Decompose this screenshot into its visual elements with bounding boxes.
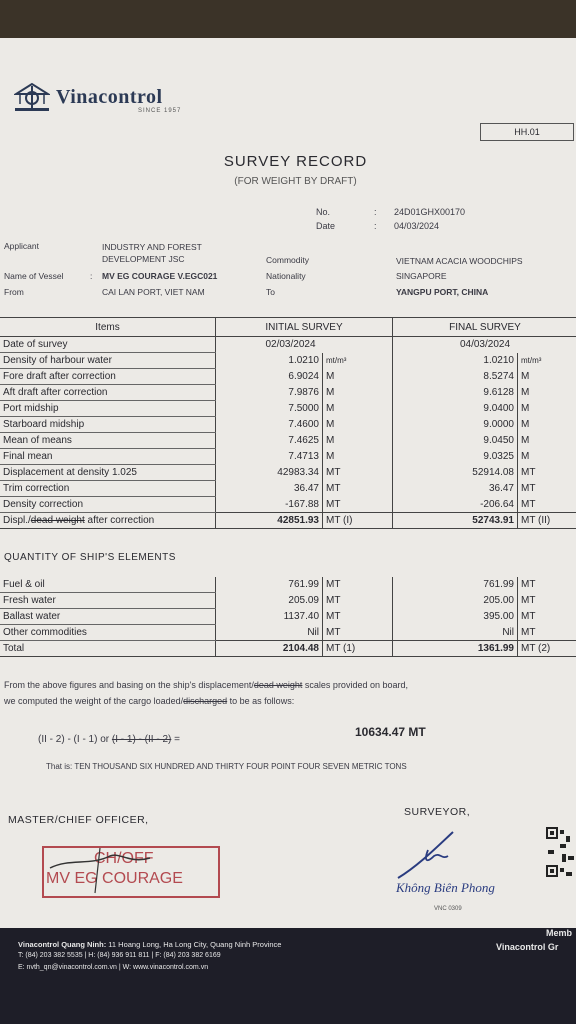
- table-row: [0, 433, 576, 449]
- elements-total-row: [0, 641, 576, 657]
- final-value: 395.00: [393, 609, 518, 625]
- final-unit: M: [518, 385, 576, 401]
- initial-unit: MT: [323, 497, 393, 513]
- formula-struck: (I - 1) - (II - 2): [111, 734, 172, 745]
- elements-title: QUANTITY OF SHIP'S ELEMENTS: [4, 552, 176, 563]
- final-unit: M: [518, 433, 576, 449]
- date-survey-row: [0, 337, 576, 353]
- text-struck: dead weight: [253, 680, 303, 690]
- table-row: [0, 369, 576, 385]
- row-label: Fuel & oil: [0, 577, 216, 593]
- company-since: SINCE 1957: [138, 108, 182, 114]
- initial-unit: MT: [323, 593, 393, 609]
- text-part: From the above figures and basing on the ship's displacement/: [4, 680, 254, 690]
- initial-unit: M: [323, 369, 393, 385]
- final-value: 9.0000: [393, 417, 518, 433]
- table-row: [0, 593, 576, 609]
- row-label: Trim correction: [0, 481, 216, 497]
- initial-value: 7.4625: [216, 433, 323, 449]
- initial-unit: M: [323, 433, 393, 449]
- final-value: 761.99: [393, 577, 518, 593]
- that-is-label: That is:: [46, 762, 73, 771]
- final-unit: MT: [518, 609, 576, 625]
- final-value: 36.47: [393, 481, 518, 497]
- footer-contacts: T: (84) 203 382 5535 | H: (84) 936 911 811 | F: (84) 203 382 6169: [18, 952, 221, 959]
- total-displacement-row: [0, 513, 576, 529]
- nationality-label: Nationality: [266, 271, 306, 281]
- final-date: 04/03/2024: [393, 337, 576, 353]
- footer-right-2: Vinacontrol Gr: [496, 942, 559, 952]
- initial-value: 1137.40: [216, 609, 323, 625]
- that-is-value: TEN THOUSAND SIX HUNDRED AND THIRTY FOUR POINT FOUR SEVEN METRIC TONS: [74, 762, 407, 771]
- final-unit: MT: [518, 465, 576, 481]
- text-part: scales provided on board,: [302, 680, 408, 690]
- paragraph-line-2: [4, 696, 294, 706]
- initial-unit: M: [323, 417, 393, 433]
- row-label: Starboard midship: [0, 417, 216, 433]
- final-value: 9.0325: [393, 449, 518, 465]
- text-struck: discharged: [183, 696, 228, 706]
- initial-value: -167.88: [216, 497, 323, 513]
- final-unit: MT (II): [518, 513, 576, 529]
- final-unit: MT (2): [518, 641, 576, 657]
- footer-web: E: nvth_qn@vinacontrol.com.vn | W: www.vinacontrol.com.vn: [18, 964, 209, 971]
- applicant-label: Applicant: [4, 241, 39, 251]
- final-unit: MT: [518, 481, 576, 497]
- final-unit: MT: [518, 625, 576, 641]
- document-title: SURVEY RECORD: [223, 153, 368, 170]
- initial-value: Nil: [216, 625, 323, 641]
- final-value: 52743.91: [393, 513, 518, 529]
- initial-value: 6.9024: [216, 369, 323, 385]
- initial-value: 761.99: [216, 577, 323, 593]
- row-label: Final mean: [0, 449, 216, 465]
- vessel-value: MV EG COURAGE V.EGC021: [102, 271, 218, 281]
- applicant-line1: INDUSTRY AND FOREST: [102, 242, 202, 252]
- header-final: FINAL SURVEY: [393, 318, 576, 337]
- surveyor-code: VNC 0309: [434, 906, 462, 912]
- initial-date: 02/03/2024: [216, 337, 393, 353]
- final-value: Nil: [393, 625, 518, 641]
- formula-part: (II - 2) - (I - 1) or: [38, 734, 112, 745]
- company-name: Vinacontrol: [56, 85, 163, 108]
- master-label: MASTER/CHIEF OFFICER,: [8, 814, 149, 826]
- footer-branch: Vinacontrol Quang Ninh:: [18, 940, 107, 949]
- initial-unit: M: [323, 401, 393, 417]
- final-value: 8.5274: [393, 369, 518, 385]
- final-unit: MT: [518, 497, 576, 513]
- footer-address-line: [18, 940, 281, 949]
- initial-value: 42851.93: [216, 513, 323, 529]
- initial-unit: mt/m³: [323, 353, 393, 369]
- elements-table: [0, 577, 576, 657]
- vessel-colon: :: [90, 271, 93, 281]
- initial-value: 205.09: [216, 593, 323, 609]
- cargo-formula: [38, 734, 180, 745]
- initial-unit: M: [323, 449, 393, 465]
- qr-code-icon: [546, 826, 576, 882]
- row-label: Aft draft after correction: [0, 385, 216, 401]
- initial-value: 7.4600: [216, 417, 323, 433]
- table-row: [0, 577, 576, 593]
- surveyor-name: Không Biên Phong: [396, 880, 495, 895]
- text-part: we computed the weight of the cargo loaded/: [4, 696, 184, 706]
- initial-unit: M: [323, 385, 393, 401]
- table-row: [0, 417, 576, 433]
- footer-right-1: Memb: [546, 928, 573, 938]
- applicant-line2: DEVELOPMENT JSC: [102, 254, 185, 264]
- final-value: 9.0400: [393, 401, 518, 417]
- initial-value: 1.0210: [216, 353, 323, 369]
- final-value: 1361.99: [393, 641, 518, 657]
- date-colon: :: [374, 221, 377, 231]
- final-unit: M: [518, 417, 576, 433]
- survey-table: [0, 317, 576, 529]
- initial-unit: MT: [323, 481, 393, 497]
- document-subtitle: (FOR WEIGHT BY DRAFT): [234, 176, 357, 187]
- initial-value: 2104.48: [216, 641, 323, 657]
- row-label: Fore draft after correction: [0, 369, 216, 385]
- table-row: [0, 385, 576, 401]
- row-label: [0, 513, 216, 529]
- surveyor-signature-icon: [378, 826, 498, 886]
- no-label: No.: [316, 207, 331, 217]
- final-unit: M: [518, 369, 576, 385]
- table-row: [0, 609, 576, 625]
- formula-part: =: [171, 734, 180, 745]
- vessel-label: Name of Vessel: [4, 271, 64, 281]
- from-label: From: [4, 287, 24, 297]
- table-row: [0, 497, 576, 513]
- final-value: 9.0450: [393, 433, 518, 449]
- initial-value: 42983.34: [216, 465, 323, 481]
- label-struck: dead weight: [30, 515, 85, 526]
- initial-unit: MT: [323, 625, 393, 641]
- paragraph-line-1: [4, 680, 408, 690]
- row-label: Mean of means: [0, 433, 216, 449]
- stamp-line-2: MV EG COURAGE: [46, 870, 183, 887]
- row-label: Displacement at density 1.025: [0, 465, 216, 481]
- final-unit: MT: [518, 577, 576, 593]
- final-unit: MT: [518, 593, 576, 609]
- final-unit: mt/m³: [518, 353, 576, 369]
- table-row: [0, 625, 576, 641]
- commodity-label: Commodity: [266, 255, 309, 265]
- no-colon: :: [374, 207, 377, 217]
- final-value: 205.00: [393, 593, 518, 609]
- commodity-value: VIETNAM ACACIA WOODCHIPS: [396, 256, 523, 266]
- no-value: 24D01GHX00170: [394, 207, 466, 217]
- initial-value: 7.9876: [216, 385, 323, 401]
- initial-value: 36.47: [216, 481, 323, 497]
- text-part: to be as follows:: [227, 696, 295, 706]
- nationality-value: SINGAPORE: [396, 271, 447, 281]
- table-row: [0, 353, 576, 369]
- label-part: after correction: [84, 515, 155, 526]
- row-label: Total: [0, 641, 216, 657]
- final-unit: M: [518, 401, 576, 417]
- final-value: 9.6128: [393, 385, 518, 401]
- cargo-weight-result: 10634.47 MT: [355, 725, 426, 739]
- surveyor-label: SURVEYOR,: [404, 806, 471, 818]
- table-row: [0, 401, 576, 417]
- officer-signature-icon: [40, 838, 160, 898]
- final-value: 52914.08: [393, 465, 518, 481]
- initial-unit: MT: [323, 465, 393, 481]
- row-label: Density of harbour water: [0, 353, 216, 369]
- initial-unit: MT (1): [323, 641, 393, 657]
- label-part: Displ./: [3, 515, 31, 526]
- footer: [0, 928, 576, 1024]
- date-label: Date: [316, 221, 336, 231]
- final-value: -206.64: [393, 497, 518, 513]
- initial-unit: MT (I): [323, 513, 393, 529]
- header-initial: INITIAL SURVEY: [216, 318, 393, 337]
- to-value: YANGPU PORT, CHINA: [396, 287, 489, 297]
- final-unit: M: [518, 449, 576, 465]
- amount-in-words: [46, 762, 407, 771]
- form-number: HH.01: [480, 123, 574, 141]
- survey-header-row: [0, 318, 576, 337]
- table-row: [0, 449, 576, 465]
- from-value: CAI LAN PORT, VIET NAM: [102, 287, 205, 297]
- initial-unit: MT: [323, 609, 393, 625]
- row-label: Density correction: [0, 497, 216, 513]
- footer-address: 11 Hoang Long, Ha Long City, Quang Ninh Province: [108, 940, 282, 949]
- table-row: [0, 465, 576, 481]
- final-value: 1.0210: [393, 353, 518, 369]
- header-items: Items: [0, 318, 216, 337]
- table-row: [0, 481, 576, 497]
- initial-unit: MT: [323, 577, 393, 593]
- to-label: To: [266, 287, 275, 297]
- row-label: Other commodities: [0, 625, 216, 641]
- row-label: Date of survey: [0, 337, 216, 353]
- row-label: Fresh water: [0, 593, 216, 609]
- initial-value: 7.4713: [216, 449, 323, 465]
- initial-value: 7.5000: [216, 401, 323, 417]
- date-value: 04/03/2024: [394, 221, 440, 231]
- row-label: Port midship: [0, 401, 216, 417]
- stamp-line-1: CH/OFF: [94, 850, 154, 867]
- vinacontrol-emblem-icon: [14, 82, 50, 112]
- row-label: Ballast water: [0, 609, 216, 625]
